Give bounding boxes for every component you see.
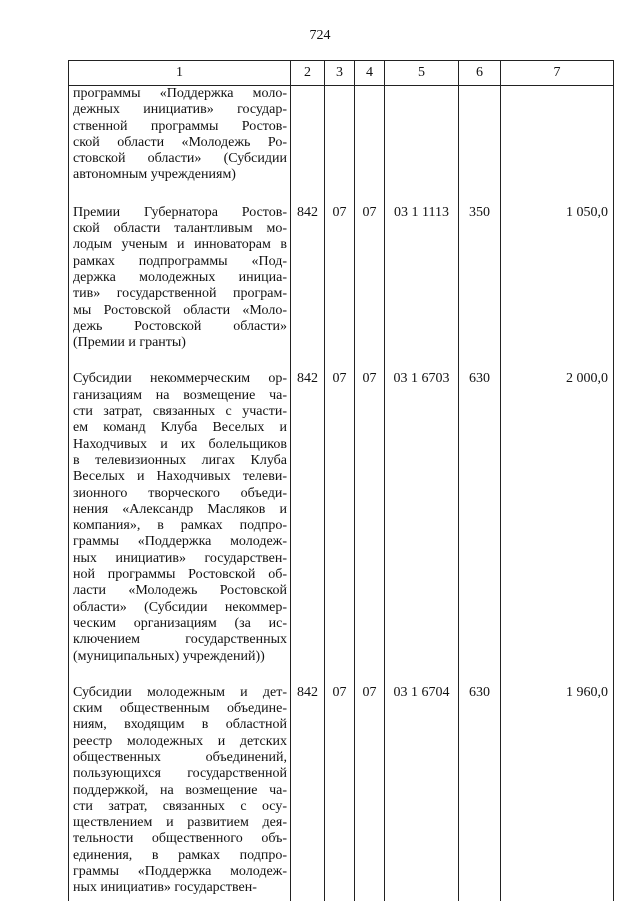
description-line: ных инициатив» государствен- xyxy=(73,550,287,566)
description-line: нения «Александр Масляков и xyxy=(73,501,287,517)
row-description xyxy=(69,86,291,202)
table-row xyxy=(69,86,614,202)
description-line: Веселых и Находчивых телеви- xyxy=(73,469,287,485)
header-col-5: 5 xyxy=(385,61,459,86)
cell-section-code: 07 xyxy=(325,682,355,901)
description-line: дежь Ростовской области» xyxy=(73,318,287,334)
description-line: ных инициатив» государствен- xyxy=(73,880,257,896)
cell-subsection-code: 07 xyxy=(355,368,385,681)
description-line: лодым ученым и инноваторам в xyxy=(73,237,287,253)
cell-expense-type: 630 xyxy=(459,682,501,901)
description-line: поддержкой, на возмещение ча- xyxy=(73,782,287,798)
description-line: зионного творческого объеди- xyxy=(73,485,287,501)
header-col-7: 7 xyxy=(501,61,614,86)
description-line: в телевизионных лигах Клуба xyxy=(73,452,287,468)
description-line: (Премии и гранты) xyxy=(73,335,186,351)
description-line: ской области талантливым мо- xyxy=(73,221,287,237)
table-row xyxy=(69,682,614,901)
cell-ministry-code: 842 xyxy=(291,682,325,901)
header-col-2: 2 xyxy=(291,61,325,86)
header-col-6: 6 xyxy=(459,61,501,86)
cell-ministry-code xyxy=(291,86,325,202)
description-line: держка молодежных инициа- xyxy=(73,269,287,285)
cell-ministry-code: 842 xyxy=(291,368,325,681)
cell-target-article: 03 1 1113 xyxy=(385,202,459,369)
description-line: области» (Субсидии некоммер- xyxy=(73,599,287,615)
description-line: пользующихся государственной xyxy=(73,766,287,782)
cell-section-code: 07 xyxy=(325,368,355,681)
description-line: ем команд Клуба Веселых и xyxy=(73,420,287,436)
description-line: Премии Губернатора Ростов- xyxy=(73,204,287,220)
description-line: ганизациям на возмещение ча- xyxy=(73,387,287,403)
cell-subsection-code xyxy=(355,86,385,202)
table-row xyxy=(69,202,614,369)
description-line: ключением государственных xyxy=(73,632,287,648)
description-line: ниям, входящим в областной xyxy=(73,717,287,733)
description-line: ской области «Молодежь Ро- xyxy=(73,134,287,150)
row-description xyxy=(69,682,291,901)
description-line: ществлением и развитием дея- xyxy=(73,815,287,831)
description-line: сти затрат, связанных с участи- xyxy=(73,404,287,420)
description-line: сти затрат, связанных с осу- xyxy=(73,798,287,814)
description-line: ским общественным объедине- xyxy=(73,701,287,717)
description-line: тив» государственной програм- xyxy=(73,286,287,302)
description-line: рамках подпрограммы «Под- xyxy=(73,253,287,269)
cell-target-article: 03 1 6703 xyxy=(385,368,459,681)
cell-section-code xyxy=(325,86,355,202)
description-line: (муниципальных) учреждений)) xyxy=(73,648,265,664)
table-row xyxy=(69,368,614,681)
header-col-1: 1 xyxy=(69,61,291,86)
description-line: автономным учреждениям) xyxy=(73,167,236,183)
cell-amount xyxy=(501,86,614,202)
header-col-4: 4 xyxy=(355,61,385,86)
cell-target-article xyxy=(385,86,459,202)
cell-expense-type xyxy=(459,86,501,202)
description-line: ческим организациям (за ис- xyxy=(73,615,287,631)
header-col-3: 3 xyxy=(325,61,355,86)
description-line: ной программы Ростовской об- xyxy=(73,567,287,583)
description-line: граммы «Поддержка молодеж- xyxy=(73,864,287,880)
description-line: Субсидии молодежным и дет- xyxy=(73,684,287,700)
description-line: мы Ростовской области «Моло- xyxy=(73,302,287,318)
description-line: реестр молодежных и детских xyxy=(73,733,287,749)
description-line: программы «Поддержка моло- xyxy=(73,86,287,101)
header-row xyxy=(69,61,614,86)
cell-target-article: 03 1 6704 xyxy=(385,682,459,901)
page-number: 724 xyxy=(309,28,331,43)
description-line: Находчивых и их болельщиков xyxy=(73,436,287,452)
description-line: Субсидии некоммерческим ор- xyxy=(73,371,287,387)
cell-amount: 2 000,0 xyxy=(501,368,614,681)
description-line: ласти «Молодежь Ростовской xyxy=(73,583,287,599)
cell-expense-type: 350 xyxy=(459,202,501,369)
description-line: тельности общественного объ- xyxy=(73,831,287,847)
description-line: граммы «Поддержка молодеж- xyxy=(73,534,287,550)
budget-table xyxy=(68,60,614,901)
cell-subsection-code: 07 xyxy=(355,682,385,901)
description-line: общественных объединений, xyxy=(73,749,287,765)
cell-amount: 1 050,0 xyxy=(501,202,614,369)
description-line: дежных инициатив» государ- xyxy=(73,102,287,118)
cell-ministry-code: 842 xyxy=(291,202,325,369)
description-line: компания», в рамках подпро- xyxy=(73,518,287,534)
cell-subsection-code: 07 xyxy=(355,202,385,369)
row-description xyxy=(69,202,291,369)
row-description xyxy=(69,368,291,681)
description-line: ственной программы Ростов- xyxy=(73,118,287,134)
cell-amount: 1 960,0 xyxy=(501,682,614,901)
description-line: единения, в рамках подпро- xyxy=(73,847,287,863)
description-line: стовской области» (Субсидии xyxy=(73,151,287,167)
cell-expense-type: 630 xyxy=(459,368,501,681)
cell-section-code: 07 xyxy=(325,202,355,369)
